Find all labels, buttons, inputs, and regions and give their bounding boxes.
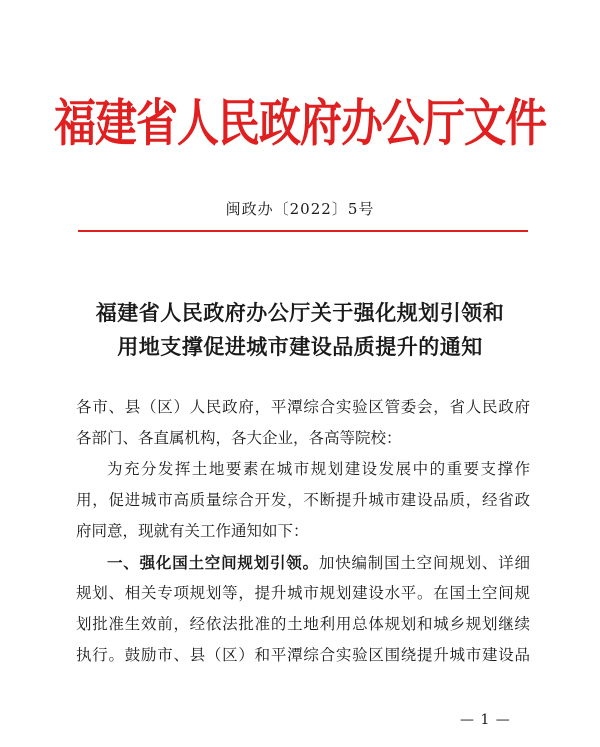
intro-line-1: 为充分发挥土地要素在城市规划建设发展中的重要支撑作 — [107, 460, 530, 478]
red-divider-rule — [78, 230, 528, 232]
masthead-title: 福建省人民政府办公厅文件 — [53, 93, 546, 153]
notice-body — [76, 392, 530, 671]
addressees-line-1: 各市、县（区）人民政府，平潭综合实验区管委会，省人民政府 — [76, 398, 530, 416]
section-1-heading: 一、强化国土空间规划引领。 — [107, 553, 319, 572]
section-1-line-4: 执行。鼓励市、县（区）和平潭综合实验区围绕提升城市建设品 — [76, 646, 530, 664]
section-1-line-1 — [76, 547, 530, 578]
section-1-line-3: 划批准生效前，经依法批准的土地利用总体规划和城乡规划继续 — [76, 615, 530, 633]
page-number: — 1 — — [460, 712, 511, 728]
addressees-line-2: 各部门、各直属机构，各大企业，各高等院校： — [76, 429, 402, 447]
section-1-line-2: 规划、相关专项规划等，提升城市规划建设水平。在国土空间规 — [76, 584, 530, 602]
document-number: 闽政办〔2022〕5号 — [225, 200, 375, 218]
section-1-line-1-text: 加快编制国土空间规划、详细 — [318, 554, 530, 572]
notice-title-line-2: 用地支撑促进城市建设品质提升的通知 — [117, 334, 483, 359]
notice-title-line-1: 福建省人民政府办公厅关于强化规划引领和 — [95, 300, 505, 325]
notice-title — [0, 296, 600, 364]
intro-line-3: 府同意，现就有关工作通知如下： — [76, 522, 309, 540]
intro-line-2: 用，促进城市高质量综合开发，不断提升城市建设品质，经省政 — [76, 491, 530, 509]
